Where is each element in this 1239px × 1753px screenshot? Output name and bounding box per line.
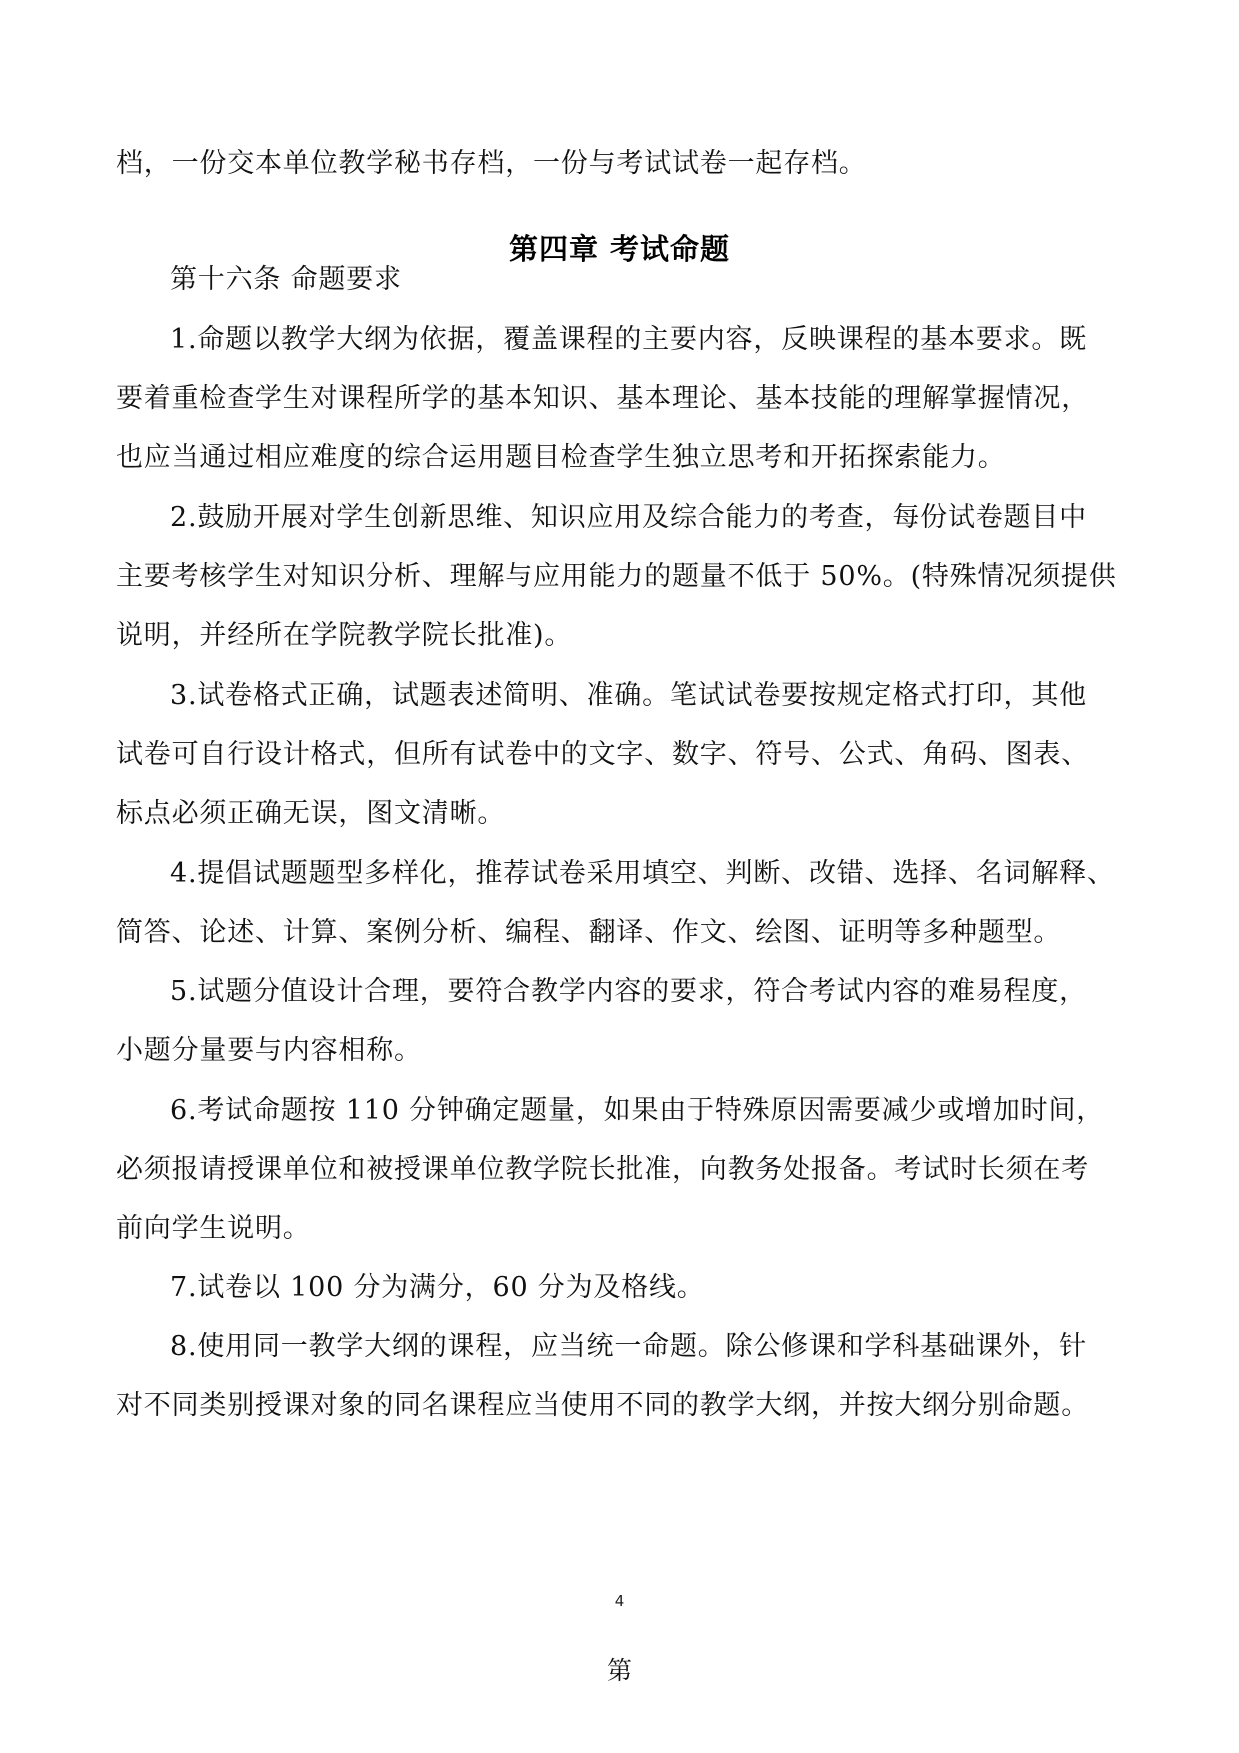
- chapter-title: 第四章 考试命题: [508, 232, 731, 266]
- paragraph-8-line-1: 8.使用同一教学大纲的课程，应当统一命题。除公修课和学科基础课外，针: [170, 1331, 1087, 1362]
- paragraph-4-line-1: 4.提倡试题题型多样化，推荐试卷采用填空、判断、改错、选择、名词解释、: [170, 858, 1115, 889]
- continuation-line: 档，一份交本单位教学秘书存档，一份与考试试卷一起存档。: [116, 148, 867, 179]
- footer-text: 第: [606, 1656, 632, 1685]
- paragraph-3-line-1: 3.试卷格式正确，试题表述简明、准确。笔试试卷要按规定格式打印，其他: [170, 680, 1087, 711]
- paragraph-3-line-3: 标点必须正确无误，图文清晰。: [116, 798, 506, 829]
- paragraph-5-line-2: 小题分量要与内容相称。: [116, 1035, 422, 1066]
- paragraph-3-line-2: 试卷可自行设计格式，但所有试卷中的文字、数字、符号、公式、角码、图表、: [116, 739, 1089, 770]
- article-heading: 第十六条 命题要求: [170, 264, 402, 295]
- paragraph-7-line-1: 7.试卷以 100 分为满分，60 分为及格线。: [170, 1272, 705, 1303]
- paragraph-6-line-2: 必须报请授课单位和被授课单位教学院长批准，向教务处报备。考试时长须在考: [116, 1154, 1089, 1185]
- paragraph-6-line-3: 前向学生说明。: [116, 1213, 311, 1244]
- paragraph-1-line-2: 要着重检查学生对课程所学的基本知识、基本理论、基本技能的理解掌握情况，: [116, 383, 1089, 414]
- paragraph-2-line-1: 2.鼓励开展对学生创新思维、知识应用及综合能力的考查，每份试卷题目中: [170, 502, 1087, 533]
- paragraph-4-line-2: 简答、论述、计算、案例分析、编程、翻译、作文、绘图、证明等多种题型。: [116, 917, 1062, 948]
- paragraph-1-line-1: 1.命题以教学大纲为依据，覆盖课程的主要内容，反映课程的基本要求。既: [170, 324, 1087, 355]
- page-number: 4: [614, 1592, 625, 1610]
- paragraph-2-line-3: 说明，并经所在学院教学院长批准)。: [116, 620, 573, 651]
- paragraph-6-line-1: 6.考试命题按 110 分钟确定题量，如果由于特殊原因需要减少或增加时间，: [170, 1095, 1105, 1126]
- paragraph-8-line-2: 对不同类别授课对象的同名课程应当使用不同的教学大纲，并按大纲分别命题。: [116, 1390, 1089, 1421]
- paragraph-5-line-1: 5.试题分值设计合理，要符合教学内容的要求，符合考试内容的难易程度，: [170, 976, 1087, 1007]
- paragraph-1-line-3: 也应当通过相应难度的综合运用题目检查学生独立思考和开拓探索能力。: [116, 442, 1006, 473]
- paragraph-2-line-2: 主要考核学生对知识分析、理解与应用能力的题量不低于 50%。(特殊情况须提供: [116, 561, 1117, 592]
